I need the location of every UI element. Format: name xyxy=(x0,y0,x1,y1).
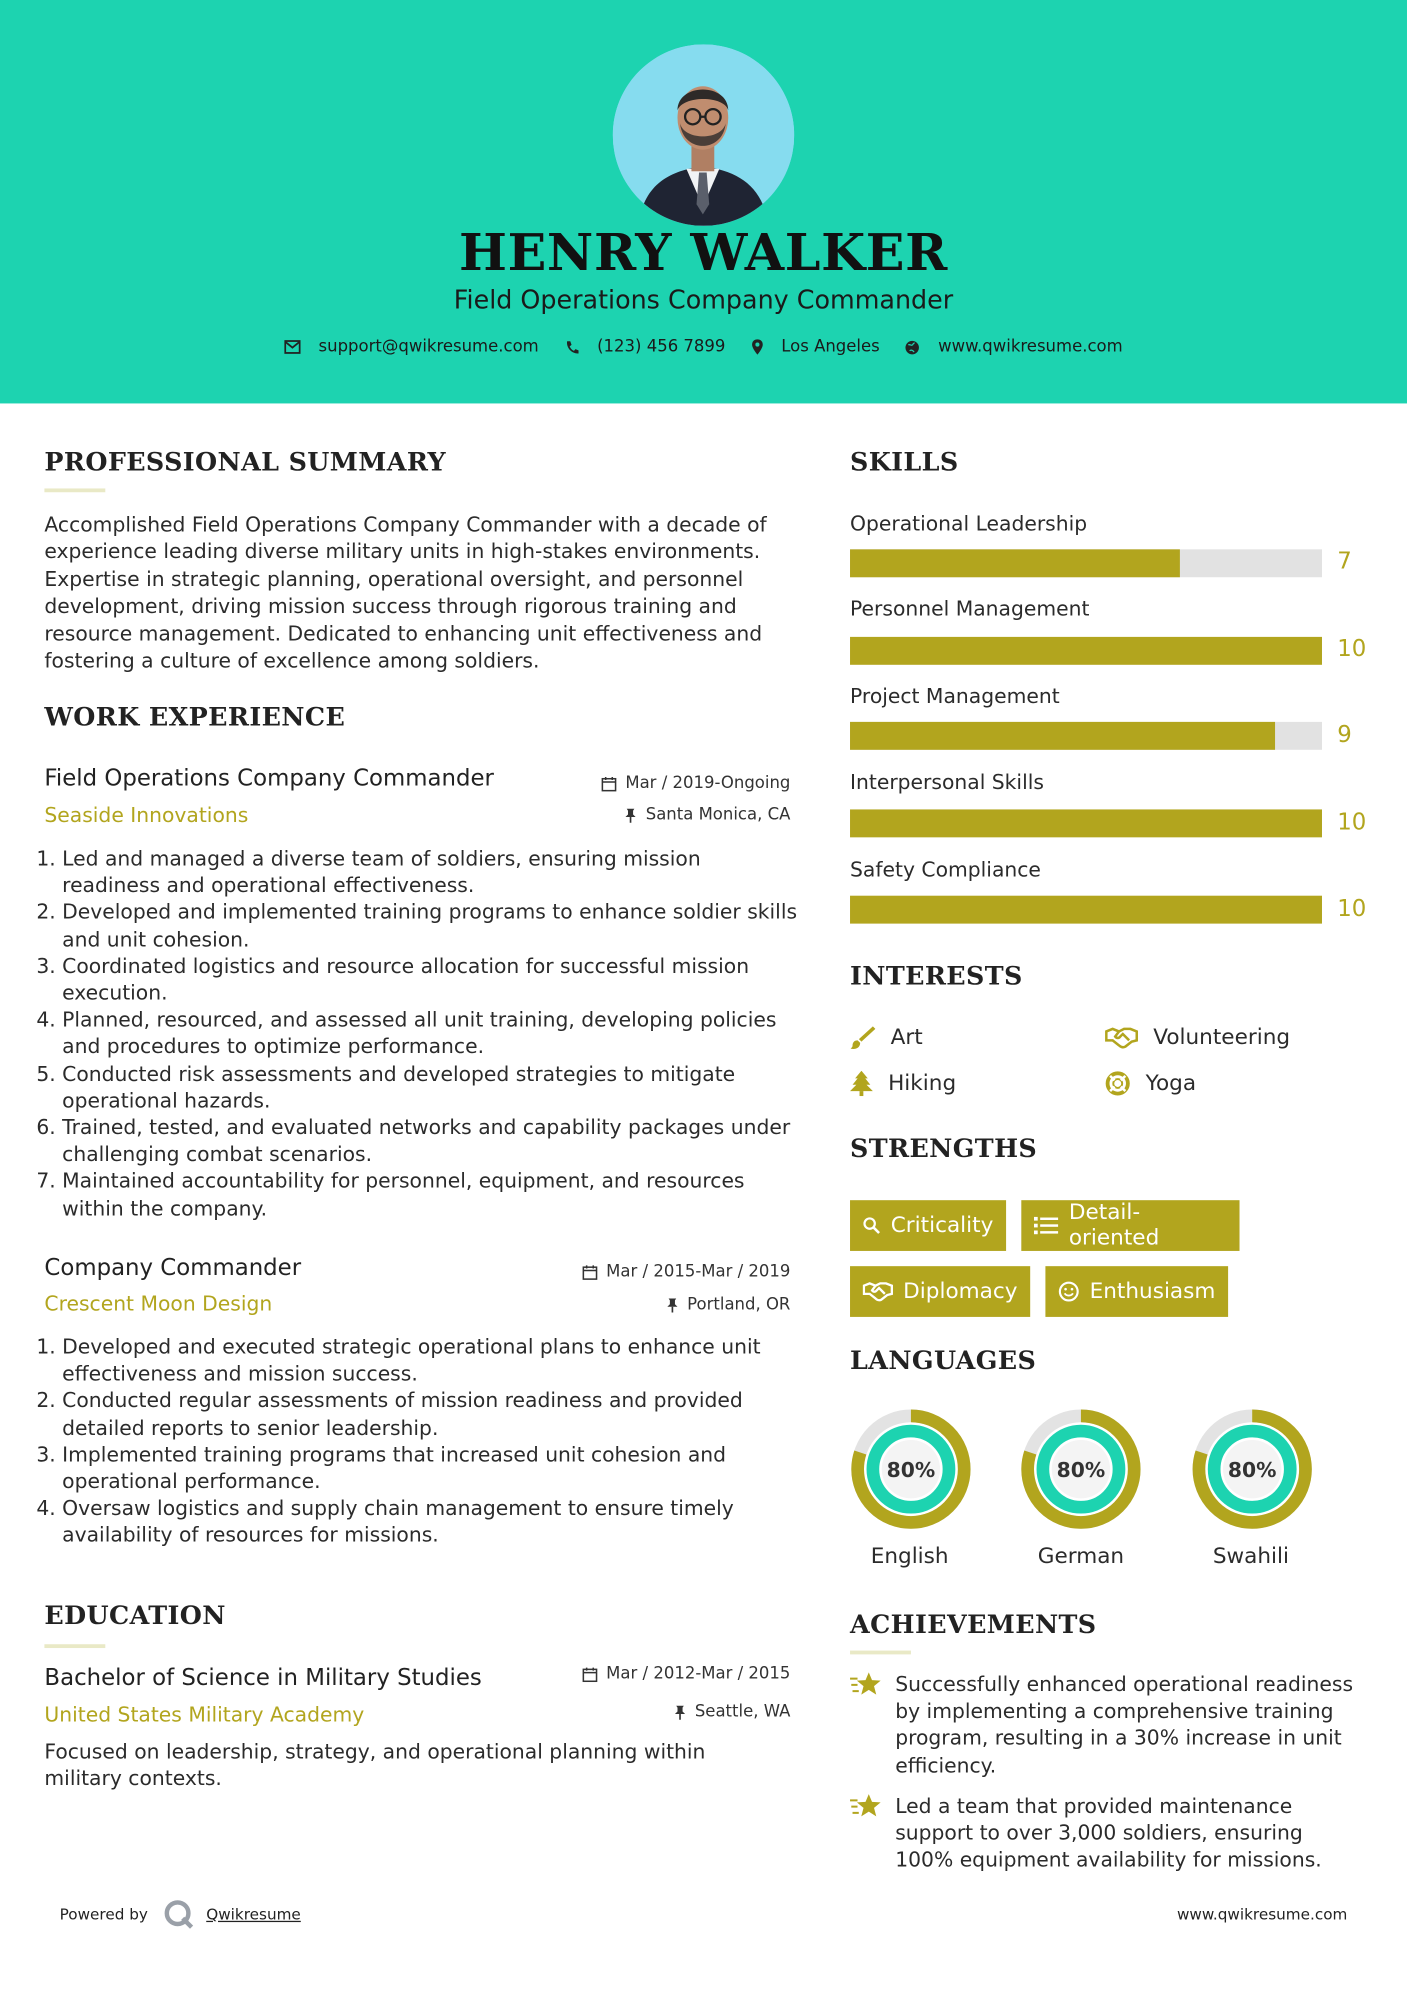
achievement-item xyxy=(850,1793,1357,1874)
candidate-name: HENRY WALKER xyxy=(459,223,948,283)
experience-heading: WORK EXPERIENCE xyxy=(44,701,346,733)
powered-by-label: Powered by xyxy=(59,1905,148,1924)
skill-label: Project Management xyxy=(850,683,1060,708)
job-location: Santa Monica, CA xyxy=(537,806,791,825)
footer-url[interactable]: www.qwikresume.com xyxy=(1176,1905,1348,1924)
skill-bar xyxy=(850,637,1322,665)
paintbrush-icon xyxy=(850,1025,875,1050)
list-item: 3. Implemented training programs that increased unit cohesion and operational performance. xyxy=(62,1441,804,1495)
strength-diplomacy: Diplomacy xyxy=(850,1266,1030,1317)
job-bullets xyxy=(44,845,798,1222)
skill-bar-fill xyxy=(850,809,1322,837)
job-title: Field Operations Company Commander xyxy=(44,765,494,792)
skill-label: Operational Leadership xyxy=(850,511,1088,536)
phone-icon xyxy=(564,339,579,354)
search-icon xyxy=(863,1214,881,1237)
avatar xyxy=(613,44,794,225)
job-location: Portland, OR xyxy=(537,1295,791,1314)
education-dates: Mar / 2012-Mar / 2015 xyxy=(537,1665,791,1684)
profile-photo xyxy=(613,44,794,225)
education-location: Seattle, WA xyxy=(537,1703,791,1722)
languages-heading: LANGUAGES xyxy=(850,1344,1037,1376)
skill-bar xyxy=(850,722,1322,750)
list-item: 4. Oversaw logistics and supply chain management to ensure timely availability of resources for missions. xyxy=(62,1495,804,1549)
list-item: 6. Trained, tested, and evaluated networks and capability packages under challenging combat scenarios. xyxy=(62,1114,798,1168)
language-chart-german xyxy=(1020,1408,1142,1530)
contact-bar xyxy=(0,337,1407,356)
summary-heading: PROFESSIONAL SUMMARY xyxy=(44,446,447,478)
skill-bar-fill xyxy=(850,549,1180,577)
location-text: Los Angeles xyxy=(781,337,880,357)
strength-criticality: Criticality xyxy=(850,1200,1006,1251)
website-text: www.qwikresume.com xyxy=(938,337,1123,357)
star-icon xyxy=(850,1793,882,1821)
skill-label: Interpersonal Skills xyxy=(850,770,1044,795)
thumbtack-icon xyxy=(673,1704,686,1719)
tree-icon xyxy=(850,1071,873,1096)
skill-score: 10 xyxy=(1337,809,1367,837)
email-text: support@qwikresume.com xyxy=(318,337,539,357)
job-dates: Mar / 2019-Ongoing xyxy=(537,774,791,793)
achievement-text: Led a team that provided maintenance support to over 3,000 soldiers, ensuring 100% equipment availability for missions. xyxy=(895,1793,1322,1872)
language-label: Swahili xyxy=(1212,1544,1290,1570)
footer-powered-by xyxy=(60,1899,301,1929)
summary-rule xyxy=(44,488,105,492)
skill-bar xyxy=(850,896,1322,924)
skill-score: 9 xyxy=(1337,721,1352,749)
interest-yoga: Yoga xyxy=(1105,1071,1196,1096)
summary-text: Accomplished Field Operations Company Commander with a decade of experience leading diverse military units in high-stakes environments. Expertise in strategic planning, operational oversight, and personnel development, driving mission success through rigorous training and resource management. Dedicated to enhancing unit effectiveness and fostering a culture of excellence among soldiers. xyxy=(44,512,767,673)
education-rule xyxy=(44,1644,105,1648)
job-bullets xyxy=(44,1333,804,1548)
thumbtack-icon xyxy=(624,808,637,823)
star-icon xyxy=(850,1671,882,1699)
lifebuoy-icon xyxy=(1105,1071,1130,1096)
calendar-icon xyxy=(582,1666,597,1681)
list-item: 5. Conducted risk assessments and developed strategies to mitigate operational hazards. xyxy=(62,1060,798,1114)
interest-volunteering: Volunteering xyxy=(1105,1025,1290,1050)
skill-bar-fill xyxy=(850,896,1322,924)
list-item: 3. Coordinated logistics and resource allocation for successful mission execution. xyxy=(62,953,798,1007)
skill-bar xyxy=(850,549,1322,577)
company-name: Seaside Innovations xyxy=(44,803,249,828)
interest-art: Art xyxy=(850,1025,923,1050)
interest-hiking: Hiking xyxy=(850,1071,956,1096)
language-percent-label: 80% xyxy=(1227,1457,1277,1482)
skill-label: Personnel Management xyxy=(850,596,1090,621)
handshake-icon xyxy=(1105,1026,1138,1049)
job-dates: Mar / 2015-Mar / 2019 xyxy=(537,1262,791,1281)
contact-location xyxy=(751,337,880,356)
list-item: 1. Developed and executed strategic operational plans to enhance unit effectiveness and mission success. xyxy=(62,1333,804,1387)
qwikresume-link[interactable]: Qwikresume xyxy=(206,1905,301,1924)
list-item: 2. Conducted regular assessments of mission readiness and provided detailed reports to senior leadership. xyxy=(62,1387,804,1441)
resume-header xyxy=(0,0,1407,403)
strength-detail-oriented: Detail-oriented xyxy=(1021,1200,1239,1251)
achievement-item xyxy=(850,1671,1357,1779)
contact-phone[interactable] xyxy=(564,337,725,356)
degree-title: Bachelor of Science in Military Studies xyxy=(44,1664,482,1692)
envelope-icon xyxy=(284,340,300,354)
language-label: German xyxy=(1037,1544,1125,1570)
language-label: English xyxy=(870,1544,949,1570)
skill-label: Safety Compliance xyxy=(850,857,1041,882)
achievements-heading: ACHIEVEMENTS xyxy=(850,1608,1097,1640)
thumbtack-icon xyxy=(666,1297,679,1312)
candidate-title: Field Operations Company Commander xyxy=(453,284,954,315)
skill-score: 10 xyxy=(1337,895,1367,923)
list-icon xyxy=(1034,1215,1059,1235)
language-percent-label: 80% xyxy=(886,1457,936,1482)
phone-text: (123) 456 7899 xyxy=(597,337,726,357)
list-item: 1. Led and managed a diverse team of soldiers, ensuring mission readiness and operational effectiveness. xyxy=(62,845,798,899)
interests-heading: INTERESTS xyxy=(850,960,1023,991)
skill-bar-fill xyxy=(850,722,1275,750)
contact-website[interactable] xyxy=(905,337,1123,356)
strengths-heading: STRENGTHS xyxy=(850,1132,1038,1164)
company-name: Crescent Moon Design xyxy=(44,1291,273,1316)
contact-email[interactable] xyxy=(284,337,538,356)
qwikresume-logo-icon xyxy=(163,1899,193,1929)
globe-icon xyxy=(905,339,920,354)
strength-enthusiasm: Enthusiasm xyxy=(1045,1266,1228,1317)
language-chart-swahili xyxy=(1191,1408,1313,1530)
list-item: 4. Planned, resourced, and assessed all unit training, developing policies and procedures to optimize performance. xyxy=(62,1006,798,1060)
map-pin-icon xyxy=(751,339,764,355)
smile-icon xyxy=(1058,1280,1079,1303)
job-title: Company Commander xyxy=(44,1254,302,1282)
language-chart-english xyxy=(850,1408,972,1530)
calendar-icon xyxy=(582,1264,597,1279)
skill-bar-fill xyxy=(850,637,1322,665)
skills-heading: SKILLS xyxy=(850,446,959,478)
skill-bar xyxy=(850,809,1322,837)
list-item: 2. Developed and implemented training programs to enhance soldier skills and unit cohesion. xyxy=(62,899,798,953)
language-percent-label: 80% xyxy=(1056,1457,1106,1482)
calendar-icon xyxy=(601,776,616,791)
skill-score: 7 xyxy=(1337,548,1352,575)
education-text: Focused on leadership, strategy, and operational planning within military contexts. xyxy=(44,1739,706,1791)
school-name: United States Military Academy xyxy=(44,1702,365,1727)
skill-score: 10 xyxy=(1337,635,1367,663)
list-item: 7. Maintained accountability for personnel, equipment, and resources within the company. xyxy=(62,1168,798,1222)
handshake-icon xyxy=(863,1280,893,1303)
education-heading: EDUCATION xyxy=(44,1599,226,1631)
achievements-rule xyxy=(850,1651,911,1655)
achievement-text: Successfully enhanced operational readiness by implementing a comprehensive training program, resulting in a 30% increase in unit efficiency. xyxy=(895,1672,1354,1777)
